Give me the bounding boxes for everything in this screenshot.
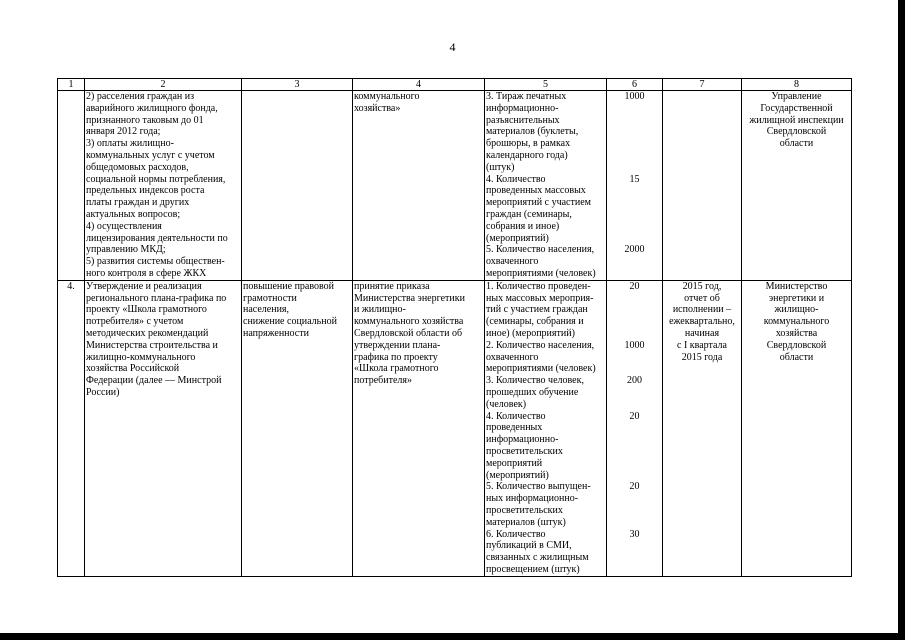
indicator-text-line: 3. Тираж печатных bbox=[486, 91, 567, 102]
indicator-text-line: 5. Количество выпущен- bbox=[486, 481, 591, 493]
indicator-value: 30 bbox=[629, 528, 640, 540]
indicator-text-line: мероприятий bbox=[486, 457, 543, 469]
result-text-line: Свердловской области об bbox=[354, 327, 463, 339]
indicator-value: 200 bbox=[627, 375, 642, 387]
indicator-text-line: брошюры, в рамках bbox=[486, 138, 571, 150]
indicator-value: 1000 bbox=[624, 339, 645, 351]
goal-cell bbox=[242, 91, 353, 281]
measure-text-line: управлению МКД; bbox=[86, 244, 166, 256]
responsible-text-line: жилищной инспекции bbox=[749, 114, 844, 126]
indicator-text-line: (штук) bbox=[486, 161, 515, 173]
result-text-line: принятие приказа bbox=[354, 280, 430, 292]
goal-text-line: населения, bbox=[243, 304, 290, 316]
responsible-text-line: области bbox=[779, 138, 814, 150]
indicator-text-line: охваченного bbox=[486, 256, 539, 268]
page-number: 4 bbox=[449, 40, 456, 54]
indicator-text-line: проведенных bbox=[486, 422, 543, 434]
indicator-value-block bbox=[608, 244, 661, 279]
measure-text-line: проекту «Школа грамотного bbox=[86, 304, 207, 316]
responsible-text-line: Свердловской bbox=[766, 126, 827, 138]
scan-edge-bottom bbox=[0, 633, 905, 640]
indicator-text-line: 2. Количество населения, bbox=[486, 339, 595, 351]
indicator-value-block bbox=[608, 281, 661, 340]
indicator-value-block bbox=[608, 411, 661, 482]
measure-text-line: России) bbox=[86, 386, 120, 398]
responsible-text-line: энергетики и bbox=[768, 292, 825, 304]
measure-text-line: 5) развития системы обществен- bbox=[86, 256, 225, 268]
indicator-value-block bbox=[608, 91, 661, 174]
responsible-text-line: коммунального bbox=[763, 316, 830, 328]
column-number: 8 bbox=[742, 79, 852, 91]
indicator-value-block bbox=[608, 174, 661, 245]
indicator-value-block bbox=[608, 529, 661, 576]
row-number-cell bbox=[58, 280, 85, 576]
indicator-value: 20 bbox=[629, 280, 640, 292]
responsible-text-line: Государственной bbox=[760, 102, 833, 114]
measure-text-line: лицензирования деятельности по bbox=[86, 232, 228, 244]
indicator-value-block bbox=[608, 481, 661, 528]
result-text-line: коммунального хозяйства bbox=[354, 316, 464, 328]
indicator-text-line: связанных с жилищным bbox=[486, 552, 589, 564]
indicator-text-line: разъяснительных bbox=[486, 114, 560, 126]
indicator-block bbox=[486, 481, 605, 528]
indicator-text-line: 4. Количество bbox=[486, 410, 546, 422]
goal-cell bbox=[242, 280, 353, 576]
measures-table bbox=[57, 78, 852, 577]
measure-text-line: потребителя» с учетом bbox=[86, 316, 184, 328]
indicator-text-line: 3. Количество человек, bbox=[486, 375, 584, 387]
indicator-value-block bbox=[608, 340, 661, 375]
indicator-value: 2000 bbox=[624, 244, 645, 256]
column-number: 4 bbox=[353, 79, 485, 91]
indicator-text-line: (мероприятий) bbox=[486, 469, 549, 481]
measure-text-line: общедомовых расходов, bbox=[86, 161, 189, 173]
measure-text-line: Министерства строительства и bbox=[86, 339, 218, 351]
indicator-text-line: (мероприятий) bbox=[486, 232, 549, 244]
deadline-cell bbox=[663, 91, 742, 281]
indicator-text-line: мероприятиями (человек) bbox=[486, 363, 596, 375]
indicator-text-line: проведенных массовых bbox=[486, 185, 586, 197]
goal-text-line: снижение социальной bbox=[243, 316, 337, 328]
indicator-text-line: календарного года) bbox=[486, 149, 568, 161]
indicator-text-line: иное) (мероприятий) bbox=[486, 327, 575, 339]
indicator-text-line: мероприятиями (человек) bbox=[486, 267, 596, 279]
responsible-text-line: области bbox=[779, 351, 814, 363]
result-text-line: «Школа грамотного bbox=[354, 363, 439, 375]
goal-text-line: повышение правовой bbox=[243, 280, 335, 292]
result-text-line: графика по проекту bbox=[354, 351, 438, 363]
measure-text-line: предельных индексов роста bbox=[86, 185, 205, 197]
indicator-text-line: собрания и иное) bbox=[486, 220, 560, 232]
column-number-row bbox=[58, 79, 852, 91]
responsible-cell bbox=[742, 91, 852, 281]
indicator-block bbox=[486, 529, 605, 576]
indicator-block bbox=[486, 411, 605, 482]
column-number: 2 bbox=[85, 79, 242, 91]
measure-text-line: января 2012 года; bbox=[86, 126, 161, 138]
indicator-block bbox=[486, 174, 605, 245]
result-text-line: коммунального bbox=[354, 91, 420, 102]
responsible-text-line: Министерство bbox=[765, 280, 828, 292]
table-row bbox=[58, 280, 852, 576]
scan-edge-right bbox=[898, 0, 905, 640]
deadline-text-line: исполнении – bbox=[672, 304, 732, 316]
indicator-value-cell bbox=[607, 91, 663, 281]
indicator-text-line: публикаций в СМИ, bbox=[486, 540, 572, 552]
measure-text-line: признанного таковым до 01 bbox=[86, 114, 204, 126]
indicator-text-line: охваченного bbox=[486, 351, 539, 363]
measure-text-line: 2) расселения граждан из bbox=[86, 91, 195, 102]
indicator-text-line: ных массовых мероприя- bbox=[486, 292, 594, 304]
indicator-value: 1000 bbox=[624, 91, 645, 102]
table-row bbox=[58, 91, 852, 281]
indicator-value: 15 bbox=[629, 173, 640, 185]
measure-text-line: Утверждение и реализация bbox=[86, 280, 202, 292]
indicator-block bbox=[486, 340, 605, 375]
measure-name-cell bbox=[85, 280, 242, 576]
indicator-text-line: ных информационно- bbox=[486, 493, 579, 505]
result-text-line: утверждении плана- bbox=[354, 339, 441, 351]
result-text-line: хозяйства» bbox=[354, 102, 401, 114]
responsible-text-line: Управление bbox=[771, 91, 822, 102]
indicator-text-line: 5. Количество населения, bbox=[486, 244, 595, 256]
measure-text-line: методических рекомендаций bbox=[86, 327, 209, 339]
result-text-line: Министерства энергетики bbox=[354, 292, 465, 304]
result-text-line: потребителя» bbox=[354, 375, 412, 387]
indicator-text-line: 4. Количество bbox=[486, 173, 546, 185]
indicator-block bbox=[486, 244, 605, 279]
indicator-text-line: 1. Количество проведен- bbox=[486, 280, 591, 292]
goal-text-line: грамотности bbox=[243, 292, 297, 304]
indicator-text-line: (семинары, собрания и bbox=[486, 316, 584, 328]
responsible-cell bbox=[742, 280, 852, 576]
column-number: 1 bbox=[58, 79, 85, 91]
indicator-text-line: граждан (семинары, bbox=[486, 208, 572, 220]
measure-text-line: платы граждан и других bbox=[86, 197, 190, 209]
row-number: 4. bbox=[67, 280, 75, 292]
indicator-text-line: просвещением (штук) bbox=[486, 563, 580, 575]
measure-text-line: регионального плана-графика по bbox=[86, 292, 227, 304]
indicator-text-line: (человек) bbox=[486, 398, 527, 410]
column-number: 5 bbox=[485, 79, 607, 91]
deadline-cell bbox=[663, 280, 742, 576]
indicator-text-line: мероприятий с участием bbox=[486, 197, 591, 209]
indicator-value: 20 bbox=[629, 481, 640, 493]
indicator-value-block bbox=[608, 375, 661, 410]
measure-text-line: социальной нормы потребления, bbox=[86, 173, 226, 185]
indicator-value-cell bbox=[607, 280, 663, 576]
goal-text-line: напряженности bbox=[243, 327, 309, 339]
indicator-block bbox=[486, 281, 605, 340]
indicator-text-line: прошедших обучение bbox=[486, 386, 579, 398]
column-number: 3 bbox=[242, 79, 353, 91]
indicator-text-line: тий с участием граждан bbox=[486, 304, 588, 316]
result-cell bbox=[353, 91, 485, 281]
responsible-text-line: жилищно- bbox=[774, 304, 819, 316]
measure-text-line: ного контроля в сфере ЖКХ bbox=[86, 267, 207, 279]
indicator-text-line: материалов (буклеты, bbox=[486, 126, 579, 138]
measure-text-line: хозяйства Российской bbox=[86, 363, 180, 375]
responsible-text-line: Свердловской bbox=[766, 339, 827, 351]
result-text-line: и жилищно- bbox=[354, 304, 406, 316]
indicator-value: 20 bbox=[629, 410, 640, 422]
indicator-text-line: просветительских bbox=[486, 504, 563, 516]
measure-text-line: актуальных вопросов; bbox=[86, 208, 181, 220]
deadline-text-line: 2015 год, bbox=[682, 280, 722, 292]
indicator-text-line: информационно- bbox=[486, 102, 559, 114]
measure-name-cell bbox=[85, 91, 242, 281]
measure-text-line: жилищно-коммунального bbox=[86, 351, 196, 363]
measure-text-line: коммунальных услуг с учетом bbox=[86, 149, 215, 161]
result-cell bbox=[353, 280, 485, 576]
indicator-block bbox=[486, 375, 605, 410]
row-number-cell bbox=[58, 91, 85, 281]
deadline-text-line: ежеквартально, bbox=[669, 316, 735, 328]
indicator-text-line: просветительских bbox=[486, 445, 563, 457]
column-number: 6 bbox=[607, 79, 663, 91]
column-number: 7 bbox=[663, 79, 742, 91]
deadline-text-line: с I квартала bbox=[677, 339, 727, 351]
indicator-cell bbox=[485, 91, 607, 281]
indicator-text-line: 6. Количество bbox=[486, 528, 546, 540]
measure-text-line: 4) осуществления bbox=[86, 220, 162, 232]
deadline-text-line: начиная bbox=[684, 327, 720, 339]
measure-text-line: Федерации (далее — Минстрой bbox=[86, 375, 222, 387]
indicator-cell bbox=[485, 280, 607, 576]
indicator-block bbox=[486, 91, 605, 174]
indicator-text-line: материалов (штук) bbox=[486, 516, 566, 528]
deadline-text-line: отчет об bbox=[684, 292, 720, 304]
deadline-text-line: 2015 года bbox=[681, 351, 723, 363]
measure-text-line: аварийного жилищного фонда, bbox=[86, 102, 218, 114]
indicator-text-line: информационно- bbox=[486, 434, 559, 446]
responsible-text-line: хозяйства bbox=[775, 327, 818, 339]
measure-text-line: 3) оплаты жилищно- bbox=[86, 138, 174, 150]
